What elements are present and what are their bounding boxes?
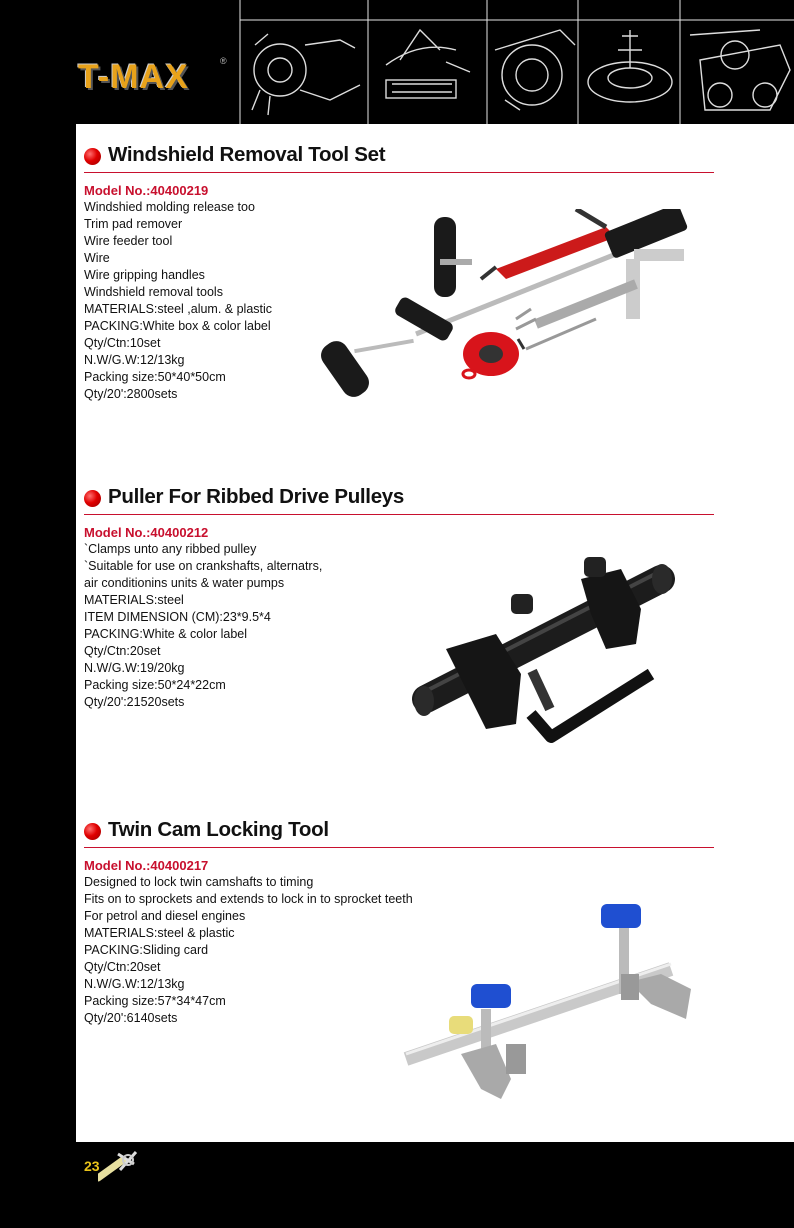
windshield-tool-set-image [316, 209, 696, 409]
spec-line: Qty/Ctn:20set [84, 960, 161, 974]
brand-name: T-MAX [78, 58, 189, 96]
spec-line: Wire [84, 251, 110, 265]
section-header [84, 142, 714, 173]
section-header [84, 817, 714, 848]
section-title: Windshield Removal Tool Set [108, 143, 386, 166]
spec-line: Fits on to sprockets and extends to lock in to sprocket teeth [84, 892, 413, 906]
spec-line: Packing size:50*24*22cm [84, 678, 226, 692]
brake-tool-icon [588, 30, 672, 102]
spec-line: Wire gripping handles [84, 268, 205, 282]
page-header [0, 0, 794, 124]
spec-line: `Clamps unto any ribbed pulley [84, 542, 257, 556]
model-number: Model No.:40400217 [84, 858, 209, 873]
spec-line: Qty/20':6140sets [84, 1011, 178, 1025]
red-bullet-icon [84, 490, 101, 507]
puller-tool-icon [252, 34, 360, 115]
tmax-logo [72, 50, 227, 102]
catalog-page [76, 124, 794, 1142]
pulley-puller-image [406, 549, 676, 754]
spec-line: Trim pad remover [84, 217, 183, 231]
spec-line: N.W/G.W:12/13kg [84, 977, 185, 991]
spec-line: Windshied molding release too [84, 200, 255, 214]
section-header [84, 484, 714, 515]
spec-line: Qty/Ctn:10set [84, 336, 161, 350]
spec-line: MATERIALS:steel [84, 593, 184, 607]
spec-line: Packing size:57*34*47cm [84, 994, 226, 1008]
twin-cam-locking-tool-image [401, 894, 701, 1134]
page-number: 23 [84, 1158, 100, 1174]
spec-line: PACKING:White & color label [84, 627, 248, 641]
spec-line: Windshield removal tools [84, 285, 223, 299]
windshield-tool-icon [386, 30, 470, 98]
spec-line: Packing size:50*40*50cm [84, 370, 226, 384]
spec-line: Qty/20':21520sets [84, 695, 185, 709]
spec-line: N.W/G.W:12/13kg [84, 353, 185, 367]
section-title: Puller For Ribbed Drive Pulleys [108, 485, 405, 508]
spec-line: Wire feeder tool [84, 234, 173, 248]
spec-line: MATERIALS:steel & plastic [84, 926, 235, 940]
red-bullet-icon [84, 823, 101, 840]
spec-line: Qty/Ctn:20set [84, 644, 161, 658]
wrench-pliers-icon [98, 1148, 140, 1186]
model-number: Model No.:40400219 [84, 183, 209, 198]
engine-tool-icon [495, 30, 575, 110]
spec-line: PACKING:White box & color label [84, 319, 271, 333]
section-title: Twin Cam Locking Tool [108, 818, 329, 841]
spec-line: air conditionins units & water pumps [84, 576, 285, 590]
timing-belt-icon [690, 30, 790, 110]
model-number: Model No.:40400212 [84, 525, 209, 540]
spec-line: PACKING:Sliding card [84, 943, 209, 957]
spec-line: For petrol and diesel engines [84, 909, 246, 923]
spec-line: `Suitable for use on crankshafts, alternatrs, [84, 559, 323, 573]
spec-line: MATERIALS:steel ,alum. & plastic [84, 302, 273, 316]
spec-line: N.W/G.W:19/20kg [84, 661, 185, 675]
red-bullet-icon [84, 148, 101, 165]
spec-line: ITEM DIMENSION (CM):23*9.5*4 [84, 610, 271, 624]
registered-mark: ® [220, 56, 227, 66]
spec-line: Designed to lock twin camshafts to timing [84, 875, 314, 889]
spec-line: Qty/20':2800sets [84, 387, 178, 401]
